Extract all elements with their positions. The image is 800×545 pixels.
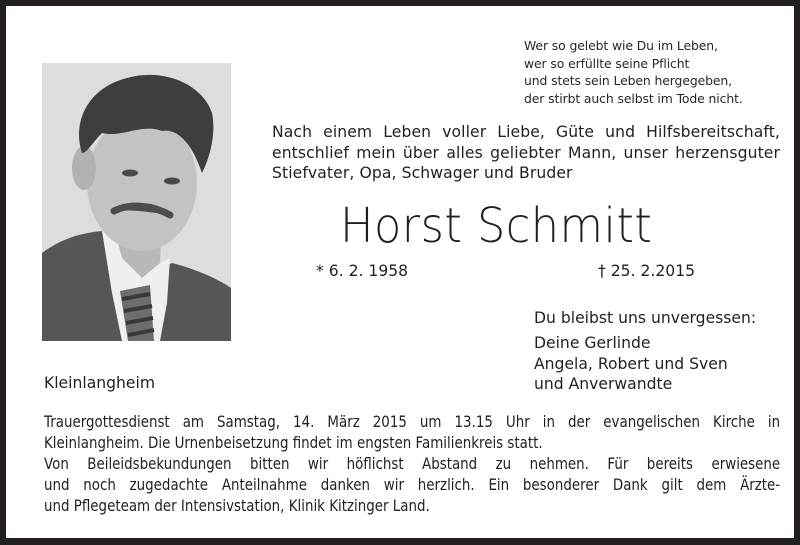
mourners-list [534, 333, 728, 395]
poem-line: und stets sein Leben hergegeben, [524, 73, 733, 88]
mourner-line: Angela, Robert und Sven [534, 354, 728, 373]
notice-line: Kleinlangheim. Die Urnenbeisetzung findet im engsten Familienkreis statt. [44, 434, 543, 452]
intro-line: Nach einem Leben voller Liebe, Güte und Hilfsbereitschaft, [272, 123, 780, 141]
death-date: † 25. 2.2015 [598, 262, 696, 280]
poem-line: wer so erfüllte seine Pflicht [524, 55, 690, 71]
mourners-heading: Du bleibst uns unvergessen: [534, 309, 757, 327]
poem-line: der stirbt auch selbst im Tode nicht. [524, 90, 743, 106]
deceased-name: Horst Schmitt [340, 198, 653, 254]
place-name: Kleinlangheim [44, 374, 156, 392]
portrait-illustration [42, 63, 231, 341]
funeral-notice [44, 412, 781, 517]
memorial-poem [524, 37, 743, 107]
intro-text [272, 122, 780, 184]
notice-line: und Pflegeteam der Intensivstation, Klinik Kitzinger Land. [44, 497, 430, 515]
mourner-line: Deine Gerlinde [534, 334, 651, 352]
notice-line: Trauergottesdienst am Samstag, 14. März 2015 um 13.15 Uhr in der evangelischen Kirche in [44, 413, 781, 431]
poem-line: Wer so gelebt wie Du im Leben, [524, 38, 718, 53]
portrait-photo [42, 63, 231, 341]
notice-line: und noch zugedachte Anteilnahme danken wir herzlich. Ein besonderer Dank gilt dem Ärzte- [44, 476, 781, 494]
mourner-line: und Anverwandte [534, 375, 673, 393]
intro-line: Stiefvater, Opa, Schwager und Bruder [272, 164, 573, 182]
intro-line: entschlief mein über alles geliebter Mann, unser herzensguter [272, 143, 780, 162]
birth-date: * 6. 2. 1958 [316, 262, 409, 280]
notice-line: Von Beileidsbekundungen bitten wir höflichst Abstand zu nehmen. Für bereits erwiesene [44, 455, 781, 473]
